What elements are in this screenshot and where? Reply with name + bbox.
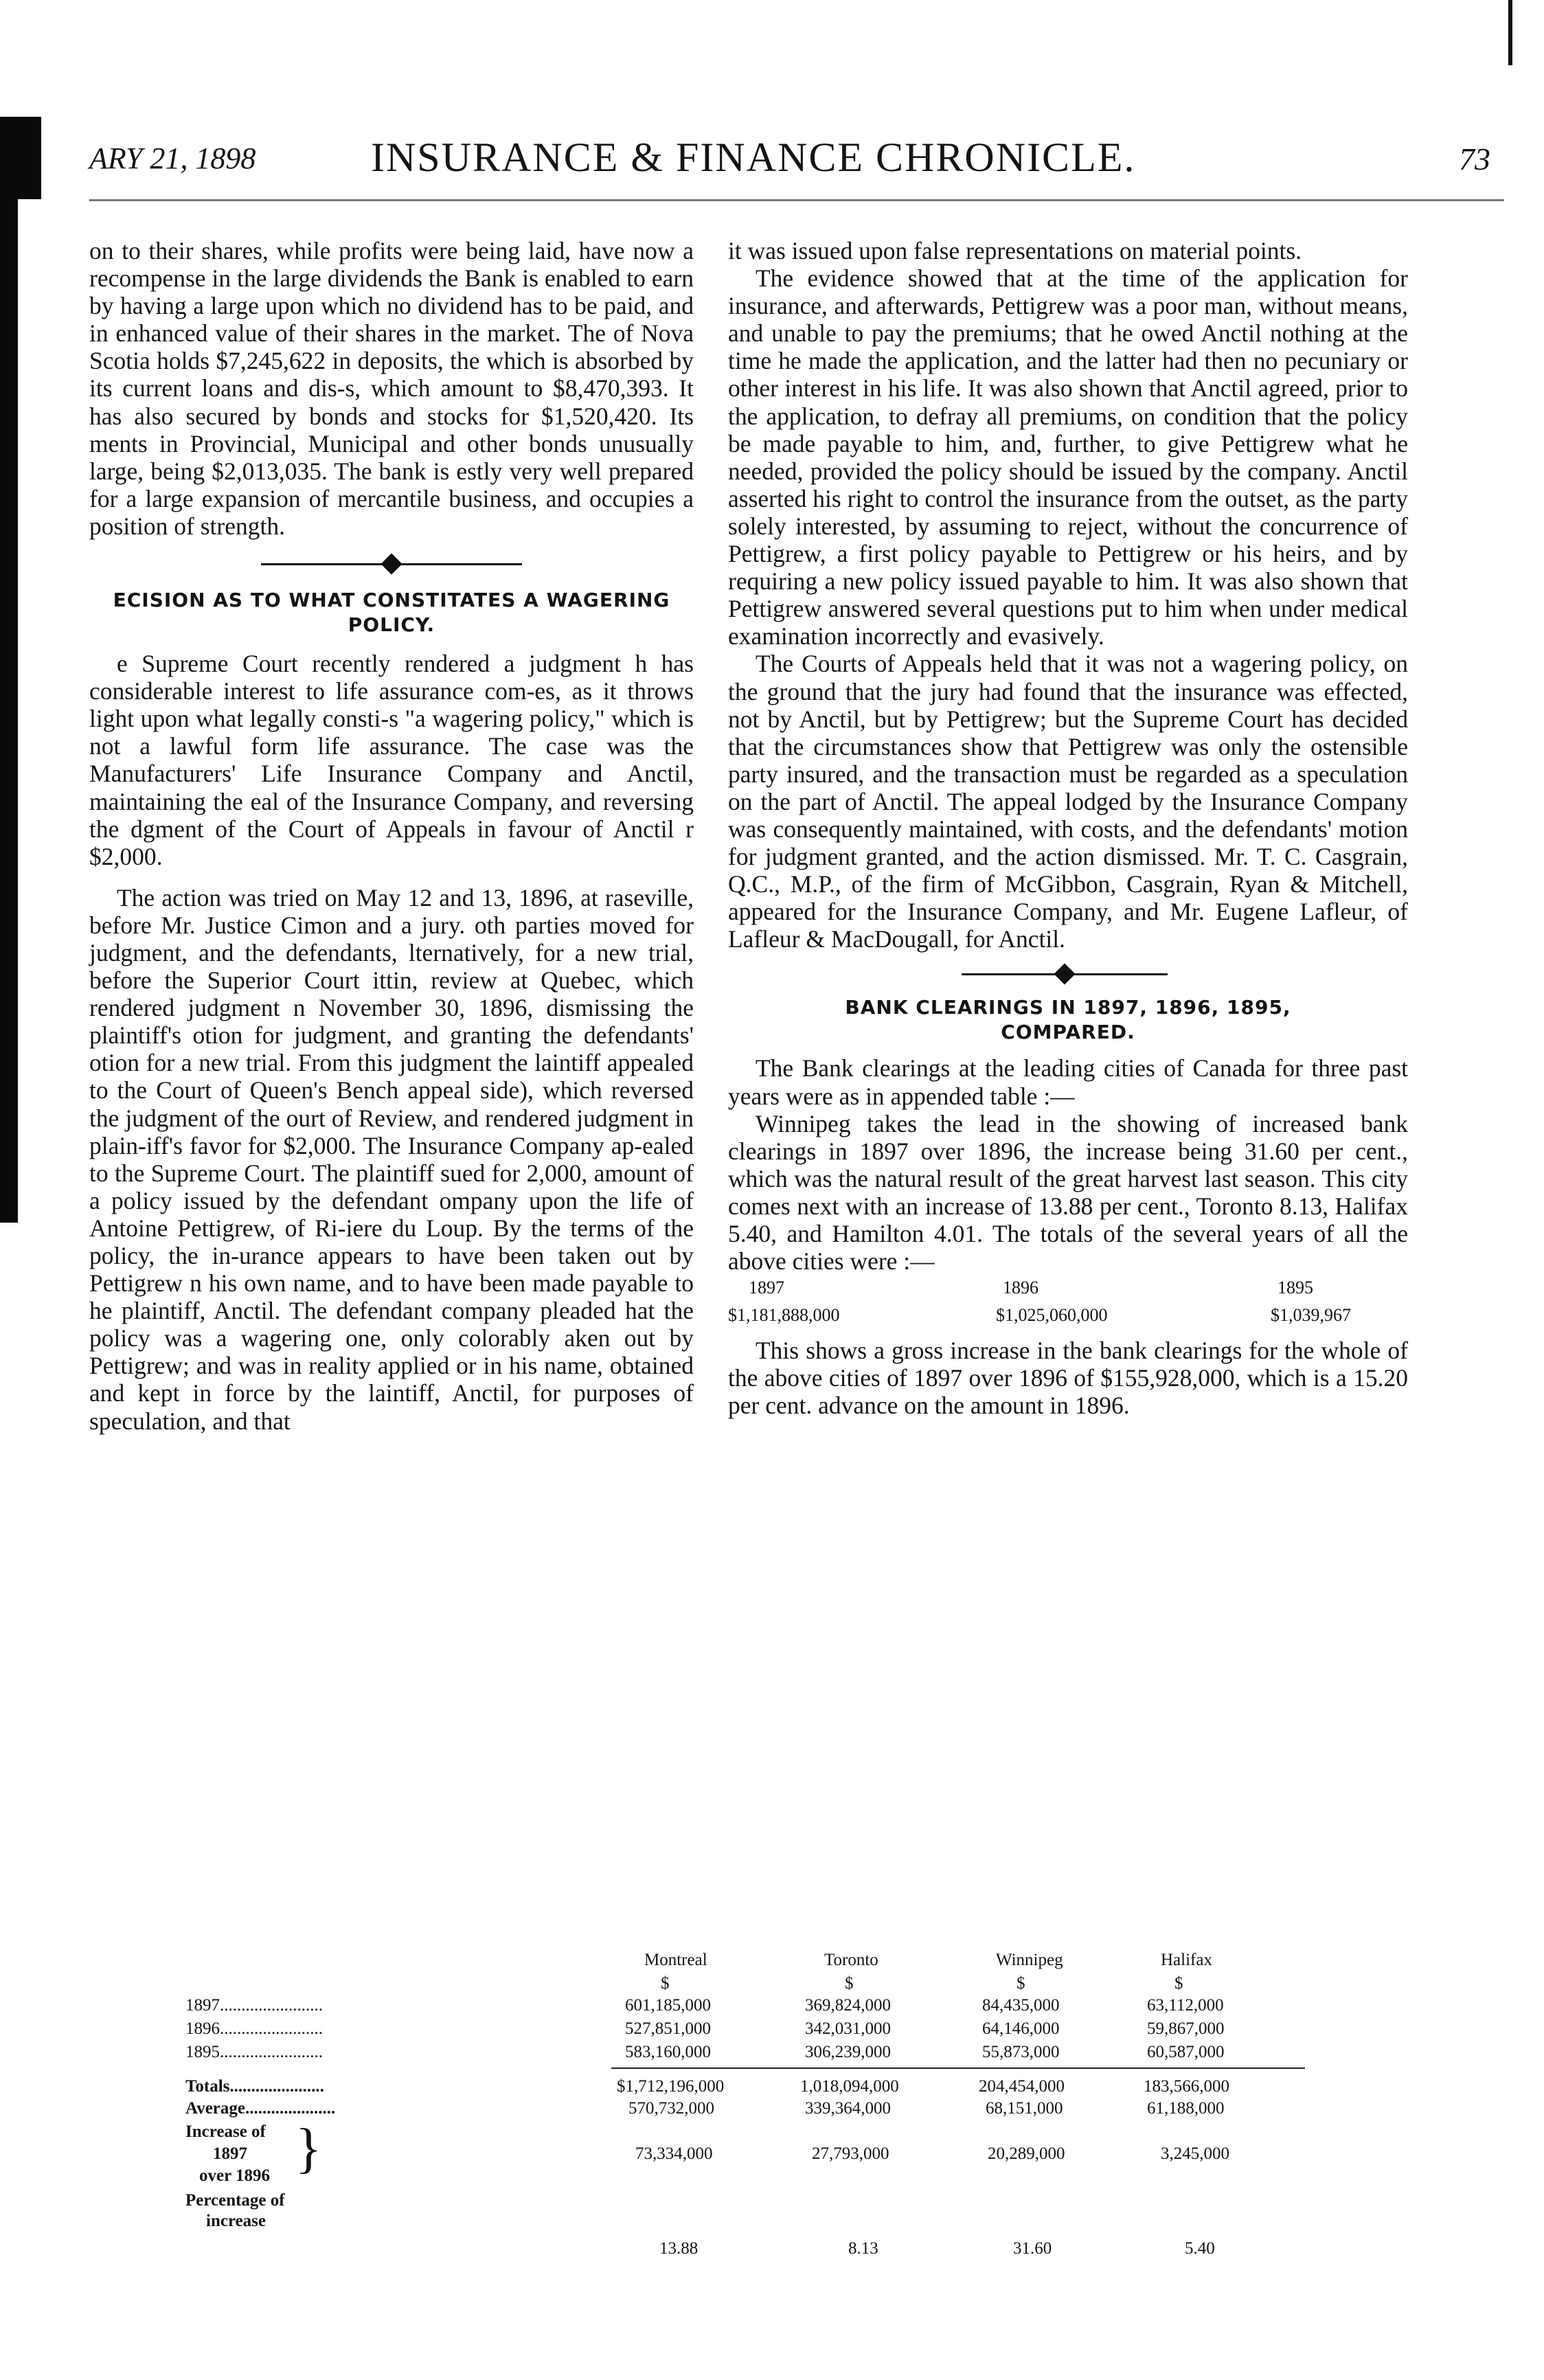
left-paragraph-1: on to their shares, while profits were being laid, have now a recompense in the large dividends the Bank is enabled to earn by having a large upon which no dividend has to be paid, and in enhanced value of their shares in the market. The of Nova Scotia holds $7,245,622 in deposits, the which is absorbed by its current loans and dis-s, which amount to $8,470,393. It has also secured by bonds and stocks for $1,520,420. Its ments in Provincial, Municipal and other bonds unusually large, being $2,013,035. The bank is estly very well prepared for a large expansion of mercantile business, and occupies a position of strength. [89, 237, 694, 540]
table-cell: 13.88 [659, 2239, 699, 2258]
table-row-label: Totals...................... [185, 2077, 324, 2096]
publication-title: INSURANCE & FINANCE CHRONICLE. [371, 135, 1136, 180]
table-cell: 3,245,000 [1161, 2144, 1229, 2163]
table-header-winnipeg: Winnipeg [996, 1951, 1063, 1969]
issue-date: ARY 21, 1898 [89, 141, 256, 175]
right-paragraph-4: The Bank clearings at the leading cities of Canada for three past years were as in appended table :— [728, 1054, 1408, 1110]
scan-margin-bar [0, 117, 18, 1223]
table-cell: 68,151,000 [986, 2099, 1063, 2118]
table-cell: 339,364,000 [805, 2099, 891, 2118]
table-cell: 55,873,000 [982, 2043, 1060, 2061]
table-header-montreal: Montreal [644, 1951, 707, 1969]
totals-value-2: $1,025,060,000 [996, 1305, 1108, 1326]
table-cell: 8.13 [848, 2239, 878, 2258]
table-cell: 204,454,000 [979, 2077, 1065, 2096]
right-paragraph-3: The Courts of Appeals held that it was not a wagering policy, on the ground that the jury had found that the insurance was effected, not by Anctil, but by Pettigrew; but the Supreme Court has decided that the circumstances show that Pettigrew was only the ostensible party insured, and the transaction must be regarded as a speculation on the part of Anctil. The appeal lodged by the Insurance Company was consequently maintained, with costs, and the defendants' motion for judgment granted, and the action dismissed. Mr. T. C. Casgrain, Q.C., M.P., of the firm of McGibbon, Casgrain, Ryan & Mitchell, appeared for the Insurance Company, and Mr. Eugene Lafleur, of Lafleur & MacDougall, for Anctil. [728, 650, 1408, 953]
scan-mark-right [1508, 0, 1512, 65]
section-divider-right [728, 953, 1408, 995]
table-cell: 342,031,000 [805, 2019, 891, 2038]
table-increase-label-year: 1897 [213, 2144, 247, 2163]
table-cell: 20,289,000 [988, 2144, 1065, 2163]
totals-year-1: 1897 [749, 1278, 784, 1298]
section-heading-clearings: BANK CLEARINGS IN 1897, 1896, 1895, [845, 996, 1291, 1019]
table-cell: 306,239,000 [805, 2043, 891, 2061]
section-divider-left [89, 540, 694, 588]
table-header-toronto: Toronto [824, 1951, 878, 1969]
section-heading-compared: COMPARED. [1001, 1021, 1135, 1044]
right-paragraph-2: The evidence showed that at the time of the application for insurance, and afterwards, Pettigrew was a poor man, without means, and unable to pay the premiums; that he owed Anctil nothing at the time he made the application, and the latter had then no pecuniary or other interest in his life. It was also shown that Anctil agreed, prior to the application, to defray all premiums, on condition that the policy be made payable to him, and, further, to give Pettigrew what he needed, provided the policy should be issued by the company. Anctil asserted his right to control the insurance from the outset, as the party solely interested, by assuming to reject, without the concurrence of Pettigrew, a first policy payable to Pettigrew or his heirs, and by requiring a new policy issued payable to him. It was also shown that Pettigrew answered several questions put to him when under medical examination incorrectly and evasively. [728, 264, 1408, 650]
table-percentage-label: Percentage of [185, 2191, 285, 2210]
right-column [728, 237, 1408, 1419]
totals-summary [728, 1275, 1408, 1337]
table-cell: 5.40 [1185, 2239, 1215, 2258]
table-cell: 601,185,000 [625, 1996, 711, 2015]
table-cell: 1,018,094,000 [800, 2077, 899, 2096]
right-paragraph-5: Winnipeg takes the lead in the showing of increased bank clearings in 1897 over 1896, the increase being 31.60 per cent., which was the natural result of the great harvest last season. This city comes next with an increase of 13.88 per cent., Toronto 8.13, Halifax 5.40, and Hamilton 4.01. The totals of the several years of all the above cities were :— [728, 1109, 1408, 1276]
table-cell: 183,566,000 [1144, 2077, 1229, 2096]
table-cell: 84,435,000 [982, 1996, 1060, 2015]
table-row-label: 1897........................ [185, 1996, 323, 2015]
table-cell: 31.60 [1013, 2239, 1052, 2258]
bank-clearings-table [185, 1951, 1422, 2335]
table-cell: $1,712,196,000 [617, 2077, 725, 2096]
table-cell: 61,188,000 [1147, 2099, 1225, 2118]
left-column [89, 237, 694, 1435]
scan-margin-bar-top [0, 117, 41, 199]
left-paragraph-3: The action was tried on May 12 and 13, 1896, at raseville, before Mr. Justice Cimon and a jury. oth parties moved for judgment, and the defendants, lternatively, for a new trial, before the Superior Court ittin, review at Quebec, which rendered judgment n November 30, 1896, dismissing the plaintiff's otion for judgment, and granting the defendants' otion for a new trial. From this judgment the laintiff appealed to the Court of Queen's Bench appeal side), which reversed the judgment of the ourt of Review, and rendered judgment in plain-iff's favor for $2,000. The Insurance Company ap-ealed to the Supreme Court. The plaintiff sued for 2,000, amount of a policy issued by the defendant ompany upon the life of Antoine Pettigrew, of Ri-iere du Loup. By the terms of the policy, the in-urance appears to have been taken out by Pettigrew n his own name, and to have been made payable to he plaintiff, Anctil. The defendant company pleaded hat the policy was a wagering one, only colorably aken out by Pettigrew; and was in reality applied or in his name, obtained and kept in force by the laintiff, Anctil, for purposes of speculation, and that [89, 883, 694, 1435]
table-brace: } [295, 2118, 322, 2179]
right-paragraph-1: it was issued upon false representations on material points. [728, 237, 1302, 264]
table-row-label: Average..................... [185, 2099, 336, 2118]
table-currency-4: $ [1174, 1974, 1183, 1993]
table-cell: 59,867,000 [1147, 2019, 1225, 2038]
totals-year-2: 1896 [1003, 1278, 1038, 1298]
table-cell: 73,334,000 [635, 2144, 713, 2163]
table-cell: 64,146,000 [982, 2019, 1060, 2038]
table-currency-3: $ [1017, 1974, 1025, 1993]
totals-year-3: 1895 [1278, 1278, 1313, 1298]
table-header-halifax: Halifax [1161, 1951, 1212, 1969]
table-cell: 369,824,000 [805, 1996, 891, 2015]
table-currency-1: $ [661, 1974, 670, 1993]
table-increase-label-over: over 1896 [199, 2166, 270, 2185]
table-increase-label: Increase of [185, 2122, 266, 2141]
totals-value-3: $1,039,967 [1271, 1305, 1351, 1326]
right-paragraph-6: This shows a gross increase in the bank clearings for the whole of the above cities of 1897 over 1896 of $155,928,000, which is a 15.20 per cent. advance on the amount in 1896. [728, 1337, 1408, 1420]
table-rule [611, 2067, 1305, 2069]
table-cell: 63,112,000 [1147, 1996, 1224, 2015]
section-heading-wager: ECISION AS TO WHAT CONSTITATES A WAGERING POLICY. [113, 589, 670, 637]
table-cell: 527,851,000 [625, 2019, 711, 2038]
table-cell: 583,160,000 [625, 2043, 711, 2061]
table-row-label: 1896........................ [185, 2019, 323, 2038]
table-cell: 27,793,000 [812, 2144, 889, 2163]
table-row-label: 1895........................ [185, 2043, 323, 2061]
left-paragraph-2: e Supreme Court recently rendered a judgment h has considerable interest to life assurance com-es, as it throws light upon what legally consti-s "a wagering policy," which is not a lawful form life assurance. The case was the Manufacturers' Life Insurance Company and Anctil, maintaining the eal of the Insurance Company, and reversing the dgment of the Court of Appeals in favour of Anctil r $2,000. [89, 650, 694, 870]
table-percentage-label-2: increase [206, 2212, 266, 2230]
table-cell: 570,732,000 [628, 2099, 714, 2118]
page-header [89, 134, 1504, 189]
table-currency-2: $ [845, 1974, 854, 1993]
table-cell: 60,587,000 [1147, 2043, 1225, 2061]
header-rule [89, 199, 1504, 201]
page-number: 73 [1459, 141, 1490, 177]
totals-value-1: $1,181,888,000 [728, 1305, 840, 1326]
